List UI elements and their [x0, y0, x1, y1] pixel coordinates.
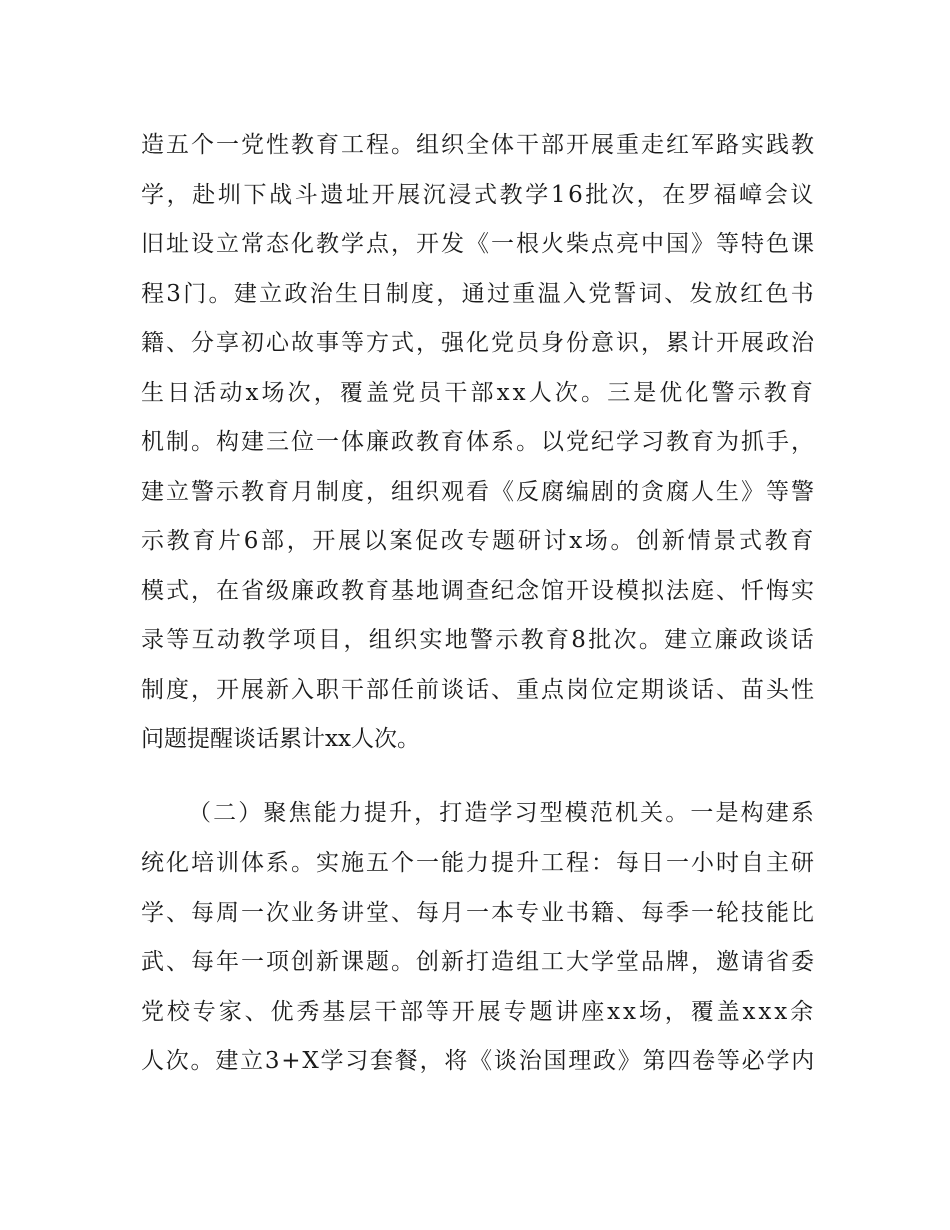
text-line: 学，赴圳下战斗遗址开展沉浸式教学16批次，在罗福嶂会议 — [141, 182, 816, 208]
text-line: 学、每周一次业务讲堂、每月一本专业书籍、每季一轮技能比 — [141, 900, 816, 926]
text-line: 示教育片6部，开展以案促改专题研讨x场。创新情景式教育 — [141, 528, 816, 554]
text-line: 武、每年一项创新课题。创新打造组工大学堂品牌，邀请省委 — [141, 949, 816, 975]
text-line: 机制。构建三位一体廉政教育体系。以党纪学习教育为抓手， — [141, 429, 816, 455]
text-line: 籍、分享初心故事等方式，强化党员身份意识，累计开展政治 — [141, 330, 816, 356]
text-line: 问题提醒谈话累计xx人次。 — [141, 726, 420, 752]
text-line: 录等互动教学项目，组织实地警示教育8批次。建立廉政谈话 — [141, 627, 816, 653]
text-line: 生日活动x场次，覆盖党员干部xx人次。三是优化警示教育 — [141, 380, 816, 406]
text-line: 模式，在省级廉政教育基地调查纪念馆开设模拟法庭、忏悔实 — [141, 578, 816, 604]
text-line: 旧址设立常态化教学点，开发《一根火柴点亮中国》等特色课 — [141, 231, 816, 257]
section-heading-line: （二）聚焦能力提升，打造学习型模范机关。一是构建系 — [188, 800, 816, 826]
text-line: 制度，开展新入职干部任前谈话、重点岗位定期谈话、苗头性 — [141, 677, 816, 703]
text-line: 造五个一党性教育工程。组织全体干部开展重走红军路实践教 — [141, 132, 816, 158]
text-line: 党校专家、优秀基层干部等开展专题讲座xx场，覆盖xxx余 — [141, 999, 816, 1025]
text-line: 程3门。建立政治生日制度，通过重温入党誓词、发放红色书 — [141, 281, 816, 307]
text-line: 统化培训体系。实施五个一能力提升工程：每日一小时自主研 — [141, 850, 816, 876]
text-line: 人次。建立3+X学习套餐，将《谈治国理政》第四卷等必学内 — [141, 1048, 816, 1074]
text-line: 建立警示教育月制度，组织观看《反腐编剧的贪腐人生》等警 — [141, 479, 816, 505]
